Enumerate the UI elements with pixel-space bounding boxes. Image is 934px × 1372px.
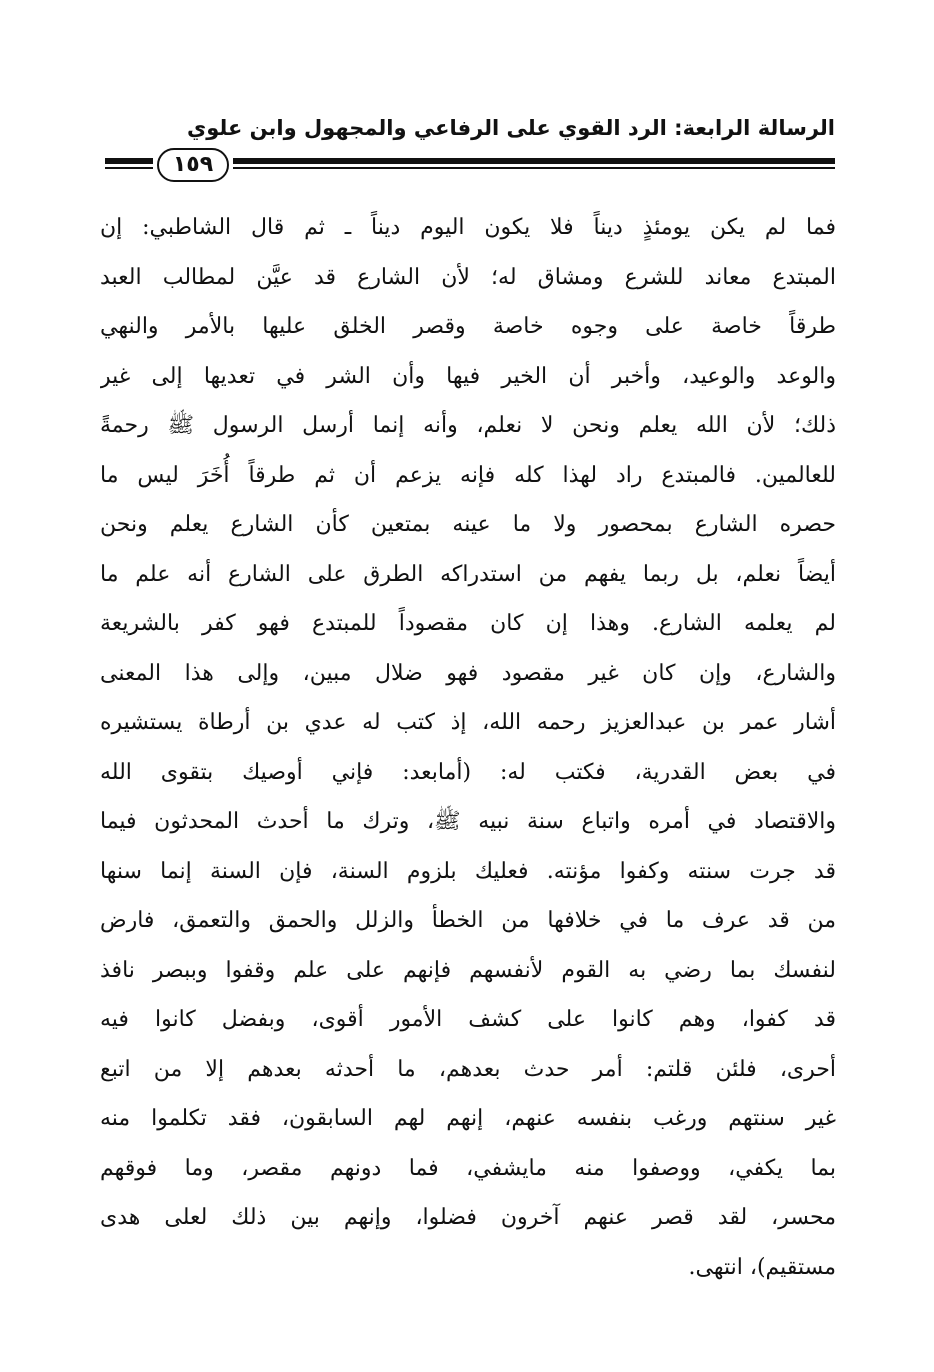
text-line: قد كفوا، وهم كانوا على كشف الأمور أقوى، وبفضل كانوا فيه bbox=[100, 1007, 836, 1032]
text-line: طرقاً خاصة على وجوه خاصة وقصر الخلق عليها بالأمر والنهي bbox=[100, 314, 836, 339]
page-number: ١٥٩ bbox=[157, 148, 229, 182]
text-line: غير سنتهم ورغب بنفسه عنهم، إنهم لهم السابقون، فقد تكلموا منه bbox=[100, 1106, 836, 1131]
running-header-title: الرسالة الرابعة: الرد القوي على الرفاعي والمجهول وابن علوي bbox=[186, 116, 835, 140]
text-line: محسر، لقد قصر عنهم آخرون فضلوا، وإنهم بين ذلك لعلى هدى bbox=[100, 1205, 836, 1230]
header-rule-left-thick bbox=[105, 158, 153, 164]
text-line: مستقيم)، انتهى. bbox=[688, 1254, 836, 1280]
header-rule bbox=[105, 148, 835, 188]
text-line: من قد عرف ما في خلافها من الخطأ والزلل والحمق والتعمق، فارض bbox=[100, 908, 836, 933]
text-line: في بعض القدرية، فكتب له: (أمابعد: فإني أوصيك بتقوى الله bbox=[100, 759, 836, 785]
text-line: فما لم يكن يومئذٍ ديناً فلا يكون اليوم ديناً ـ ثم قال الشاطبي: إن bbox=[100, 215, 836, 240]
text-line: لنفسك بما رضي به القوم لأنفسهم فإنهم على علم وقفوا وببصر نافذ bbox=[100, 957, 836, 983]
text-line: ذلك؛ لأن الله يعلم ونحن لا نعلم، وأنه إنما أرسل الرسول ﷺ رحمةً bbox=[100, 413, 836, 438]
text-line: أيضاً نعلم، بل ربما يفهم من استدراكه الطرق على الشارع أنه علم ما bbox=[100, 561, 836, 587]
header-rule-right-thin bbox=[233, 167, 835, 169]
body-text bbox=[100, 203, 836, 1292]
text-line: والاقتصاد في أمره واتباع سنة نبيه ﷺ، وترك ما أحدث المحدثون فيما bbox=[100, 809, 836, 834]
text-line: والوعد والوعيد، وأخبر أن الخير فيها وأن الشر في تعديها إلى غير bbox=[100, 363, 836, 389]
text-line: المبتدع معاند للشرع ومشاق له؛ لأن الشارع قد عيَّن لمطالب العبد bbox=[100, 264, 836, 290]
text-line: حصره الشارع بمحصور ولا ما عينه بمتعين كأن الشارع يعلم ونحن bbox=[100, 512, 836, 537]
text-line: لم يعلمه الشارع. وهذا إن كان مقصوداً للمبتدع فهو كفر بالشريعة bbox=[100, 611, 836, 636]
text-line: أشار عمر بن عبدالعزيز رحمه الله، إذ كتب له عدي بن أرطاة يستشيره bbox=[100, 710, 836, 735]
text-line: للعالمين. فالمبتدع راد لهذا كله فإنه يزعم أن ثم طرقاً أُخَرَ ليس ما bbox=[100, 462, 836, 488]
text-line: والشارع، وإن كان غير مقصود فهو ضلال مبين، وإلى هذا المعنى bbox=[100, 660, 836, 686]
text-line: قد جرت سنته وكفوا مؤنته. فعليك بلزوم السنة، فإن السنة إنما سنها bbox=[100, 858, 836, 884]
header-rule-right-thick bbox=[233, 158, 835, 164]
text-line: أحرى، فلئن قلتم: أمر حدث بعدهم، ما أحدثه بعدهم إلا من اتبع bbox=[100, 1056, 836, 1082]
text-line: بما يكفي، ووصفوا منه مايشفي، فما دونهم مقصر، وما فوقهم bbox=[100, 1155, 836, 1181]
header-rule-left-thin bbox=[105, 167, 153, 169]
